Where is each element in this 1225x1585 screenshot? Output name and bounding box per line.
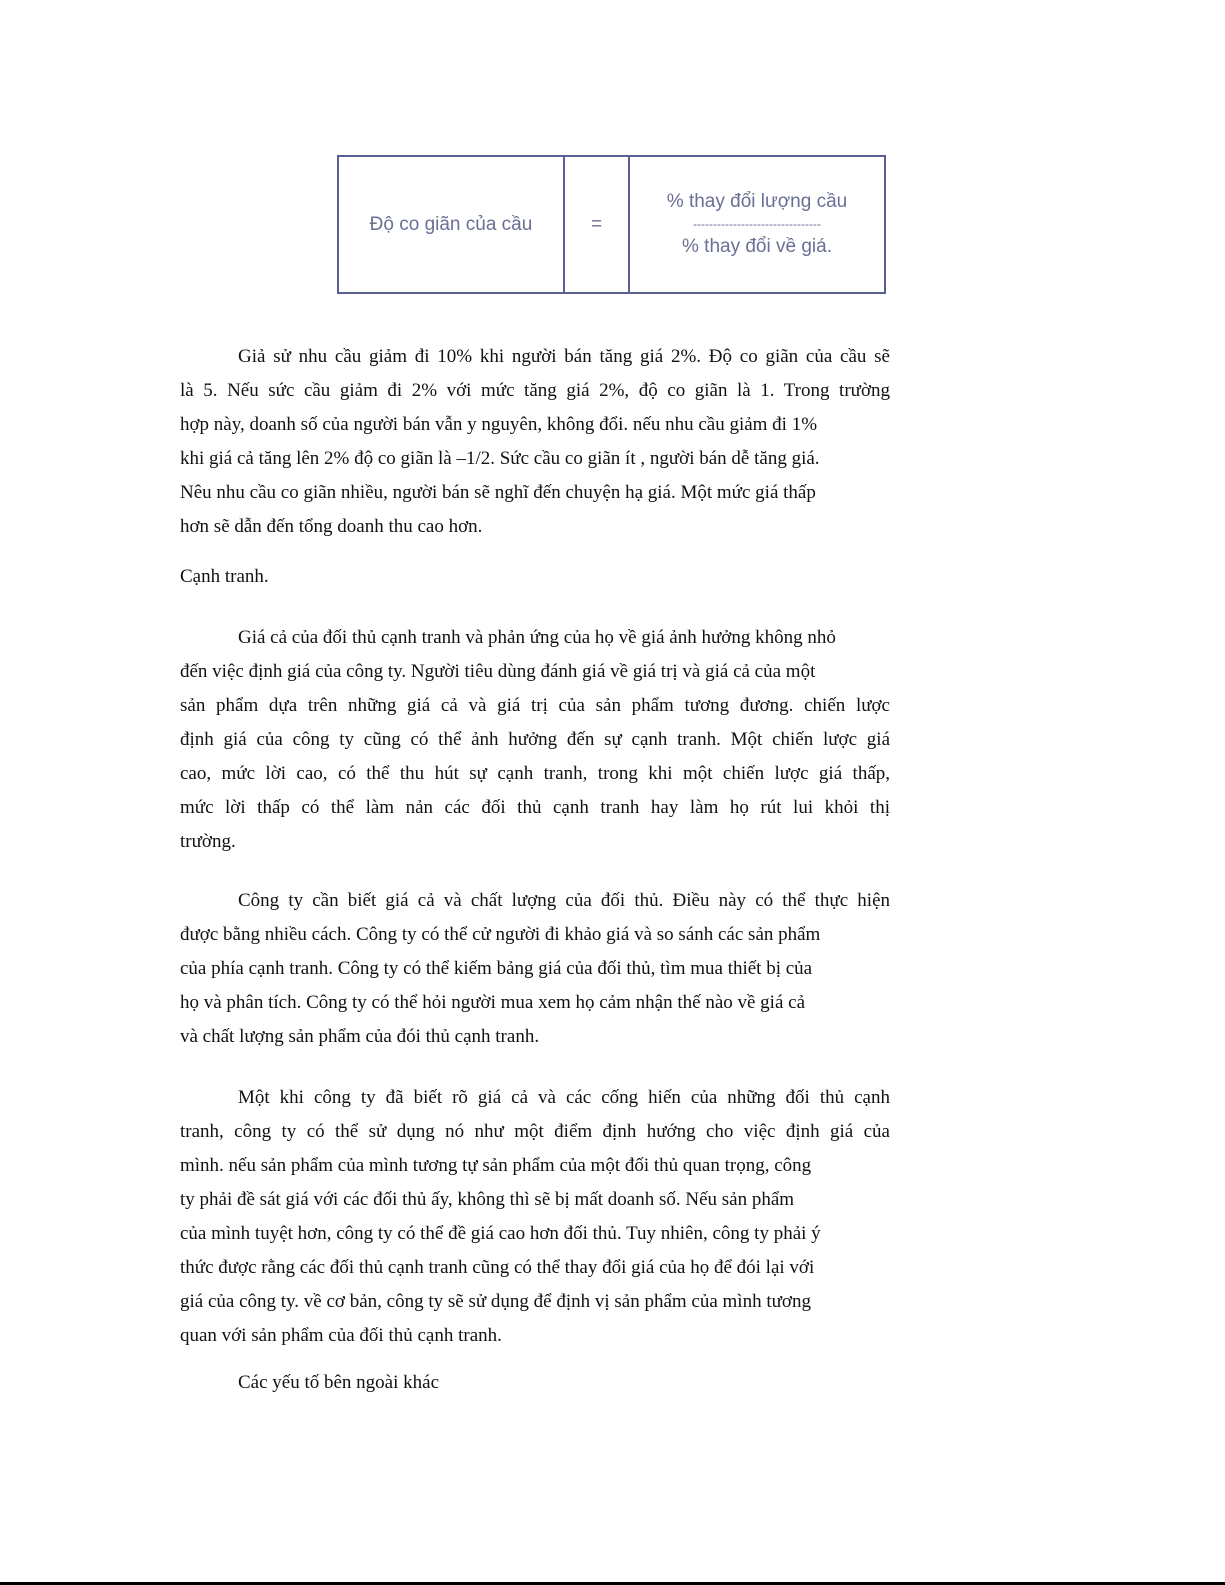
- p2-line-2: đến việc định giá của công ty. Người tiêu dùng đánh giá về giá trị và giá cả của một: [180, 661, 816, 682]
- p4-line-1: Một khi công ty đã biết rõ giá cả và các cống hiến của những đối thủ cạnh: [238, 1087, 890, 1108]
- p3-line-2: được bằng nhiều cách. Công ty có thể cử người đi khảo giá và so sánh các sản phẩm: [180, 924, 821, 945]
- p4-line-6: thức được rằng các đối thủ cạnh tranh cũng có thể thay đổi giá của họ để đói lại với: [180, 1257, 815, 1278]
- section-heading: [180, 560, 890, 594]
- formula-divider: --------------------------------: [693, 217, 821, 231]
- paragraph-competitor-analysis: [180, 884, 890, 1054]
- paragraph-pricing-reference: [180, 1081, 890, 1353]
- p3-line-3: của phía cạnh tranh. Công ty có thể kiếm bảng giá của đối thủ, tìm mua thiết bị của: [180, 958, 813, 979]
- p1-line-1: Giả sử nhu cầu giảm đi 10% khi người bán tăng giá 2%. Độ co giãn của cầu sẽ: [238, 346, 890, 367]
- p4-line-8: quan với sản phẩm của đối thủ cạnh tranh.: [180, 1325, 502, 1346]
- formula-fraction-cell: [630, 157, 884, 292]
- p2-line-3: sản phẩm dựa trên những giá cả và giá trị của sản phẩm tương đương. chiến lược: [180, 695, 890, 716]
- p4-line-5: của mình tuyệt hơn, công ty có thể đề giá cao hơn đối thủ. Tuy nhiên, công ty phải ý: [180, 1223, 821, 1244]
- heading-canh-tranh: Cạnh tranh.: [180, 566, 269, 587]
- p2-line-4: định giá của công ty cũng có thể ảnh hưởng đến sự cạnh tranh. Một chiến lược giá: [180, 729, 890, 750]
- formula-equals-cell: [565, 157, 630, 292]
- formula-denominator: % thay đổi về giá.: [682, 236, 832, 257]
- paragraph-elasticity: [180, 340, 890, 544]
- p5-line-1: Các yếu tố bên ngoài khác: [238, 1372, 440, 1393]
- p3-line-5: và chất lượng sản phẩm của đói thủ cạnh tranh.: [180, 1026, 540, 1047]
- p3-line-1: Công ty cần biết giá cả và chất lượng của đối thủ. Điều này có thể thực hiện: [238, 890, 890, 911]
- paragraph-competition: [180, 621, 890, 859]
- p3-line-4: họ và phân tích. Công ty có thể hỏi người mua xem họ cảm nhận thế nào về giá cả: [180, 992, 806, 1013]
- formula-label: Độ co giãn của cầu: [369, 213, 533, 235]
- p1-line-2: là 5. Nếu sức cầu giảm đi 2% với mức tăng giá 2%, độ co giãn là 1. Trong trường: [180, 380, 890, 401]
- paragraph-other-factors: [180, 1366, 890, 1400]
- p4-line-2: tranh, công ty có thể sử dụng nó như một điểm định hướng cho việc định giá của: [180, 1121, 890, 1142]
- p2-line-6: mức lời thấp có thể làm nản các đối thủ cạnh tranh hay làm họ rút lui khỏi thị: [180, 797, 890, 818]
- p4-line-4: ty phải đề sát giá với các đối thủ ấy, không thì sẽ bị mất doanh số. Nếu sản phẩm: [180, 1189, 795, 1210]
- p2-line-1: Giá cả của đối thủ cạnh tranh và phản ứng của họ về giá ảnh hưởng không nhỏ: [238, 627, 836, 648]
- p4-line-3: mình. nếu sản phẩm của mình tương tự sản phẩm của một đối thủ quan trọng, công: [180, 1155, 812, 1176]
- elasticity-formula-box: [337, 155, 886, 294]
- p1-line-6: hơn sẽ dẫn đến tổng doanh thu cao hơn.: [180, 516, 483, 537]
- p1-line-4: khi giá cả tăng lên 2% độ co giãn là –1/2. Sức cầu co giãn ít , người bán dễ tăng giá.: [180, 448, 820, 469]
- p1-line-5: Nêu nhu cầu co giãn nhiều, người bán sẽ nghĩ đến chuyện hạ giá. Một mức giá thấp: [180, 482, 816, 503]
- p1-line-3: hợp này, doanh số của người bán vẫn y nguyên, không đổi. nếu nhu cầu giảm đi 1%: [180, 414, 818, 435]
- p2-line-7: trường.: [180, 831, 236, 852]
- formula-label-cell: [339, 157, 565, 292]
- formula-equals: =: [590, 213, 603, 235]
- p2-line-5: cao, mức lời cao, có thể thu hút sự cạnh tranh, trong khi một chiến lược giá thấp,: [180, 763, 890, 784]
- p4-line-7: giá của công ty. về cơ bản, công ty sẽ sử dụng để định vị sản phẩm của mình tương: [180, 1291, 811, 1312]
- formula-numerator: % thay đổi lượng cầu: [666, 191, 848, 212]
